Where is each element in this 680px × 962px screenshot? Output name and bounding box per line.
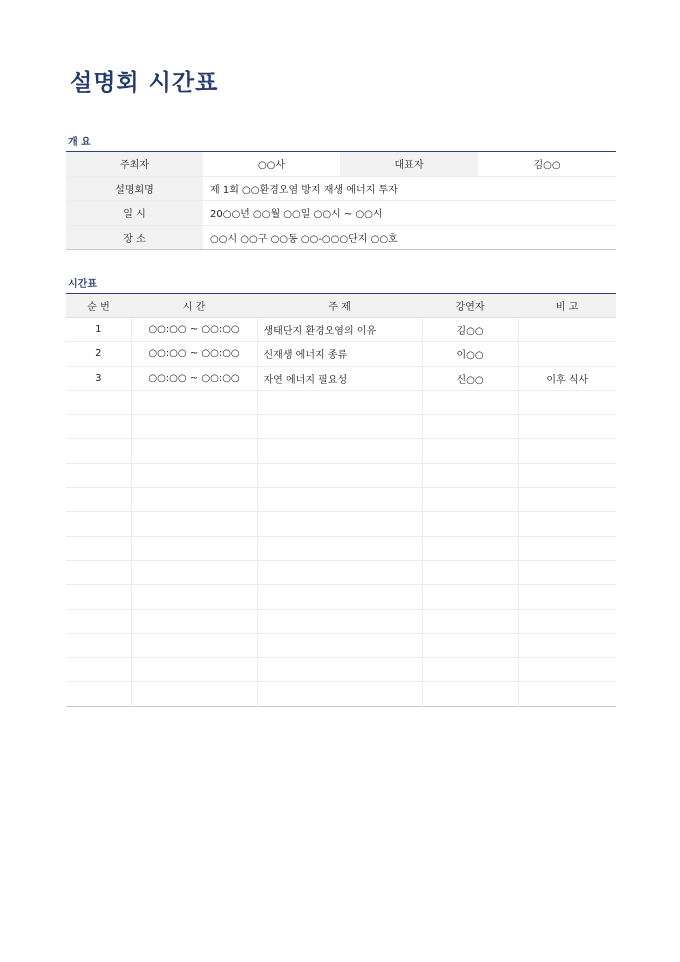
empty-cell xyxy=(257,463,422,487)
empty-cell xyxy=(518,560,616,584)
empty-cell xyxy=(66,536,131,560)
empty-cell xyxy=(131,415,257,439)
row-speaker: 김○○ xyxy=(422,318,518,342)
row-time: ○○:○○ ~ ○○:○○ xyxy=(131,342,257,366)
empty-cell xyxy=(422,488,518,512)
empty-cell xyxy=(131,585,257,609)
row-speaker: 이○○ xyxy=(422,342,518,366)
table-row xyxy=(66,318,616,342)
empty-cell xyxy=(66,512,131,536)
empty-cell xyxy=(257,609,422,633)
overview-row-datetime xyxy=(66,201,616,226)
row-topic: 자연 에너지 필요성 xyxy=(257,366,422,390)
empty-row xyxy=(66,488,616,512)
empty-cell xyxy=(518,439,616,463)
empty-cell xyxy=(422,585,518,609)
row-number: 2 xyxy=(66,342,131,366)
schedule-header-row xyxy=(66,294,616,318)
empty-cell xyxy=(66,658,131,682)
empty-cell xyxy=(257,658,422,682)
empty-cell xyxy=(66,415,131,439)
empty-cell xyxy=(131,463,257,487)
empty-row xyxy=(66,609,616,633)
empty-cell xyxy=(131,560,257,584)
empty-cell xyxy=(422,512,518,536)
empty-cell xyxy=(422,560,518,584)
empty-cell xyxy=(518,512,616,536)
empty-cell xyxy=(131,390,257,414)
schedule-table xyxy=(66,293,616,707)
header-time: 시 간 xyxy=(131,294,257,318)
row-number: 3 xyxy=(66,366,131,390)
empty-cell xyxy=(257,560,422,584)
row-note xyxy=(518,342,616,366)
empty-cell xyxy=(518,633,616,657)
empty-cell xyxy=(66,585,131,609)
empty-row xyxy=(66,585,616,609)
header-number: 순 번 xyxy=(66,294,131,318)
empty-cell xyxy=(131,488,257,512)
empty-cell xyxy=(257,488,422,512)
empty-row xyxy=(66,390,616,414)
empty-cell xyxy=(131,658,257,682)
empty-cell xyxy=(131,439,257,463)
empty-cell xyxy=(66,439,131,463)
empty-row xyxy=(66,415,616,439)
empty-row xyxy=(66,560,616,584)
overview-row-host xyxy=(66,152,616,177)
overview-section-label: 개 요 xyxy=(68,137,91,148)
row-number: 1 xyxy=(66,318,131,342)
empty-cell xyxy=(422,415,518,439)
empty-cell xyxy=(66,463,131,487)
empty-cell xyxy=(131,633,257,657)
header-topic: 주 제 xyxy=(257,294,422,318)
empty-row xyxy=(66,633,616,657)
empty-cell xyxy=(257,633,422,657)
empty-cell xyxy=(422,536,518,560)
schedule-section-label: 시간표 xyxy=(68,279,97,290)
page-title: 설명회 시간표 xyxy=(70,70,219,96)
empty-cell xyxy=(422,463,518,487)
overview-row-name xyxy=(66,176,616,201)
empty-cell xyxy=(518,463,616,487)
empty-cell xyxy=(422,633,518,657)
overview-row-place xyxy=(66,225,616,250)
empty-cell xyxy=(257,390,422,414)
empty-cell xyxy=(518,658,616,682)
empty-cell xyxy=(131,682,257,706)
empty-cell xyxy=(257,536,422,560)
table-row xyxy=(66,366,616,390)
host-value: ○○사 xyxy=(203,152,340,177)
row-topic: 생태단지 환경오염의 이유 xyxy=(257,318,422,342)
empty-cell xyxy=(422,682,518,706)
empty-cell xyxy=(518,609,616,633)
empty-cell xyxy=(66,488,131,512)
row-note: 이후 식사 xyxy=(518,366,616,390)
empty-cell xyxy=(518,488,616,512)
empty-cell xyxy=(131,512,257,536)
datetime-value: 20○○년 ○○월 ○○일 ○○시 ~ ○○시 xyxy=(203,201,616,226)
empty-row xyxy=(66,439,616,463)
empty-cell xyxy=(66,390,131,414)
empty-cell xyxy=(257,585,422,609)
empty-cell xyxy=(66,682,131,706)
empty-cell xyxy=(422,609,518,633)
empty-row xyxy=(66,463,616,487)
empty-row xyxy=(66,682,616,706)
empty-cell xyxy=(518,415,616,439)
empty-cell xyxy=(257,512,422,536)
empty-cell xyxy=(422,390,518,414)
empty-cell xyxy=(257,682,422,706)
empty-row xyxy=(66,512,616,536)
datetime-label: 일 시 xyxy=(66,201,203,226)
representative-label: 대표자 xyxy=(340,152,478,177)
empty-cell xyxy=(131,609,257,633)
empty-cell xyxy=(422,439,518,463)
header-speaker: 강연자 xyxy=(422,294,518,318)
empty-cell xyxy=(518,390,616,414)
row-speaker: 신○○ xyxy=(422,366,518,390)
header-note: 비 고 xyxy=(518,294,616,318)
empty-cell xyxy=(66,560,131,584)
row-note xyxy=(518,318,616,342)
empty-cell xyxy=(518,682,616,706)
empty-row xyxy=(66,658,616,682)
empty-cell xyxy=(257,439,422,463)
empty-cell xyxy=(131,536,257,560)
host-label: 주최자 xyxy=(66,152,203,177)
empty-cell xyxy=(518,536,616,560)
empty-cell xyxy=(66,609,131,633)
empty-row xyxy=(66,536,616,560)
place-label: 장 소 xyxy=(66,225,203,250)
row-topic: 신재생 에너지 종류 xyxy=(257,342,422,366)
empty-cell xyxy=(422,658,518,682)
overview-table xyxy=(66,151,616,250)
representative-value: 김○○ xyxy=(478,152,616,177)
empty-cell xyxy=(257,415,422,439)
row-time: ○○:○○ ~ ○○:○○ xyxy=(131,318,257,342)
empty-cell xyxy=(66,633,131,657)
place-value: ○○시 ○○구 ○○동 ○○-○○○단지 ○○호 xyxy=(203,225,616,250)
event-name-value: 제 1회 ○○환경오염 방지 재생 에너지 투자 xyxy=(203,176,616,201)
table-row xyxy=(66,342,616,366)
empty-cell xyxy=(518,585,616,609)
event-name-label: 설명회명 xyxy=(66,176,203,201)
row-time: ○○:○○ ~ ○○:○○ xyxy=(131,366,257,390)
